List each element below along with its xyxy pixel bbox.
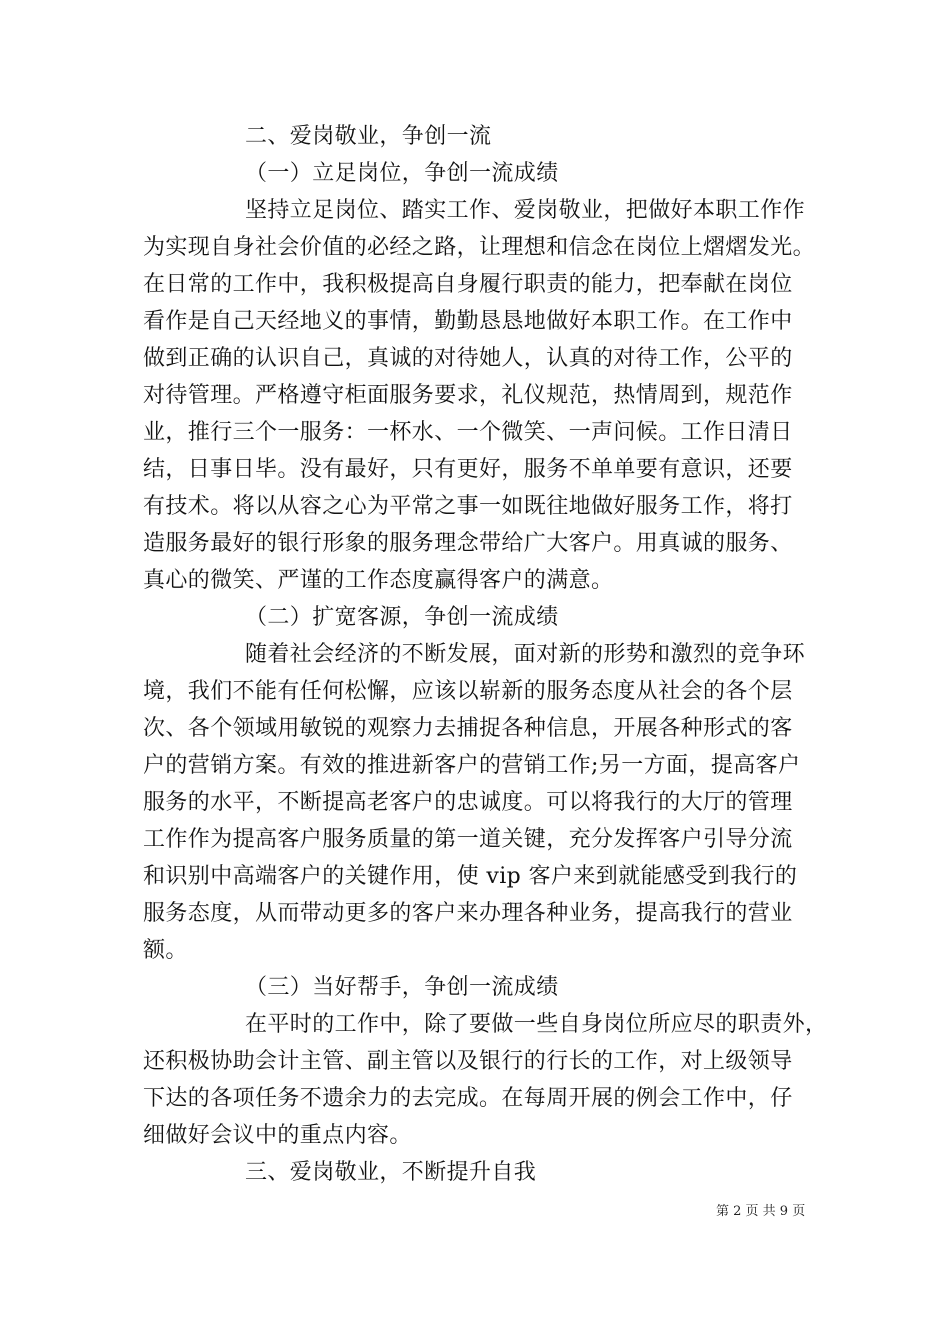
- section-heading: 三、爱岗敬业，不断提升自我: [245, 1160, 537, 1185]
- text-line: 为实现自身社会价值的必经之路，让理想和信念在岗位上熠熠发光。: [143, 235, 816, 260]
- text-line: 下达的各项任务不遗余力的去完成。在每周开展的例会工作中，仔: [143, 1086, 793, 1111]
- subsection-heading: （三）当好帮手，争创一流成绩: [245, 975, 559, 1000]
- text-line: 业，推行三个一服务：一杯水、一个微笑、一声问候。工作日清日: [143, 420, 793, 445]
- text-line: 服务的水平，不断提高老客户的忠诚度。可以将我行的大厅的管理: [143, 790, 793, 815]
- text-line: 真心的微笑、严谨的工作态度赢得客户的满意。: [143, 568, 614, 593]
- text-line: 在日常的工作中，我积极提高自身履行职责的能力，把奉献在岗位: [143, 272, 793, 297]
- subsection-heading: （一）立足岗位，争创一流成绩: [245, 161, 559, 186]
- text-line: 结，日事日毕。没有最好，只有更好，服务不单单要有意识，还要: [143, 457, 793, 482]
- text-line: 还积极协助会计主管、副主管以及银行的行长的工作，对上级领导: [143, 1049, 793, 1074]
- text-line: 境，我们不能有任何松懈，应该以崭新的服务态度从社会的各个层: [143, 679, 793, 704]
- paragraph-first-line: 坚持立足岗位、踏实工作、爱岗敬业，把做好本职工作作: [245, 198, 806, 223]
- subsection-heading: （二）扩宽客源，争创一流成绩: [245, 605, 559, 630]
- text-line: 细做好会议中的重点内容。: [143, 1123, 412, 1148]
- page-footer: 第 2 页 共 9 页: [716, 1204, 806, 1219]
- document-body: [143, 118, 828, 1191]
- section-heading: 二、爱岗敬业，争创一流: [245, 124, 492, 149]
- paragraph-first-line: 在平时的工作中，除了要做一些自身岗位所应尽的职责外，: [245, 1012, 828, 1037]
- text-line: 工作作为提高客户服务质量的第一道关键，充分发挥客户引导分流: [143, 827, 793, 852]
- text-line: 对待管理。严格遵守柜面服务要求，礼仪规范，热情周到，规范作: [143, 383, 793, 408]
- text-line: 造服务最好的银行形象的服务理念带给广大客户。用真诚的服务、: [143, 531, 793, 556]
- text-line: 有技术。将以从容之心为平常之事一如既往地做好服务工作，将打: [143, 494, 793, 519]
- text-line: 户的营销方案。有效的推进新客户的营销工作;另一方面，提高客户: [143, 753, 801, 778]
- text-line: 服务态度，从而带动更多的客户来办理各种业务，提高我行的营业: [143, 901, 793, 926]
- text-line: 额。: [143, 938, 188, 963]
- paragraph-first-line: 随着社会经济的不断发展，面对新的形势和激烈的竞争环: [245, 642, 806, 667]
- text-line: 次、各个领域用敏锐的观察力去捕捉各种信息，开展各种形式的客: [143, 716, 793, 741]
- text-line: 看作是自己天经地义的事情，勤勤恳恳地做好本职工作。在工作中: [143, 309, 793, 334]
- text-line: 做到正确的认识自己，真诚的对待她人，认真的对待工作，公平的: [143, 346, 793, 371]
- text-line: 和识别中高端客户的关键作用，使 vip 客户来到就能感受到我行的: [143, 864, 798, 889]
